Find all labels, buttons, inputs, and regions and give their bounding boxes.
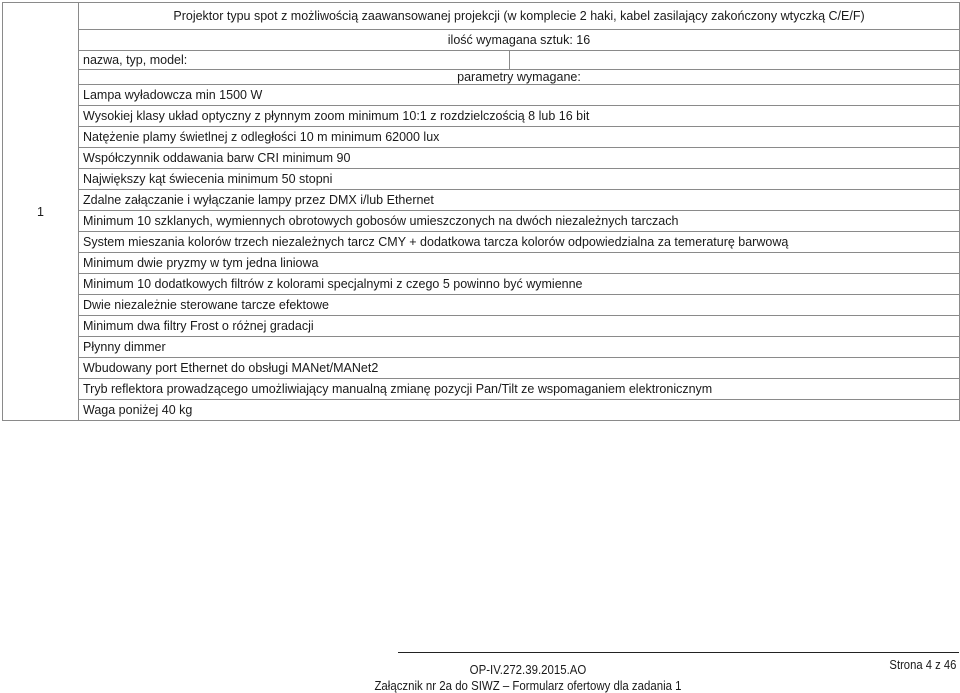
footer-attachment-title: Załącznik nr 2a do SIWZ – Formularz ofertowy dla zadania 1 [374,678,682,693]
param-row [3,295,960,316]
param-text: Minimum dwa filtry Frost o różnej gradacji [79,316,960,337]
param-row [3,106,960,127]
param-text: Współczynnik oddawania barw CRI minimum 90 [79,148,960,169]
name-row [3,51,960,70]
params-header-row [3,70,960,85]
param-text: Minimum 10 szklanych, wymiennych obrotowych gobosów umieszczonych na dwóch niezależnych tarczach [79,211,960,232]
param-row [3,232,960,253]
param-row [3,211,960,232]
params-header: parametry wymagane: [79,70,960,85]
product-title: Projektor typu spot z możliwością zaawansowanej projekcji (w komplecie 2 haki, kabel zasilający zakończony wtyczką C/E/F) [79,3,960,30]
param-row [3,337,960,358]
param-text: Tryb reflektora prowadzącego umożliwiający manualną zmianę pozycji Pan/Tilt ze wspomaganiem elektronicznym [79,379,960,400]
row-number: 1 [3,3,79,421]
param-row [3,316,960,337]
param-text: Wbudowany port Ethernet do obsługi MANet/MANet2 [79,358,960,379]
param-row [3,127,960,148]
param-row [3,85,960,106]
name-type-model-label: nazwa, typ, model: [79,51,510,70]
name-type-model-value [510,51,960,70]
param-text: Wysokiej klasy układ optyczny z płynnym zoom minimum 10:1 z rozdzielczością 8 lub 16 bit [79,106,960,127]
param-row [3,169,960,190]
footer-page-number: Strona 4 z 46 [889,658,956,672]
title-row [3,3,960,30]
footer-rule [398,652,959,653]
param-row [3,253,960,274]
param-text: Natężenie plamy świetlnej z odległości 10 m minimum 62000 lux [79,127,960,148]
param-text: Lampa wyładowcza min 1500 W [79,85,960,106]
param-row [3,190,960,211]
param-row [3,358,960,379]
param-text: Minimum 10 dodatkowych filtrów z kolorami specjalnymi z czego 5 powinno być wymienne [79,274,960,295]
param-text: Największy kąt świecenia minimum 50 stopni [79,169,960,190]
param-text: Płynny dimmer [79,337,960,358]
param-text: Waga poniżej 40 kg [79,400,960,421]
param-text: Minimum dwie pryzmy w tym jedna liniowa [79,253,960,274]
param-row [3,148,960,169]
param-row [3,274,960,295]
param-text: Dwie niezależnie sterowane tarcze efektowe [79,295,960,316]
param-row [3,379,960,400]
param-text: Zdalne załączanie i wyłączanie lampy przez DMX i/lub Ethernet [79,190,960,211]
param-row [3,400,960,421]
spec-table [2,2,960,421]
param-text: System mieszania kolorów trzech niezależnych tarcz CMY + dodatkowa tarcza kolorów odpowiedzialna za temeraturę barwową [79,232,960,253]
quantity-row [3,30,960,51]
footer-document-code: OP-IV.272.39.2015.AO [469,662,587,677]
quantity-label: ilość wymagana sztuk: 16 [79,30,960,51]
